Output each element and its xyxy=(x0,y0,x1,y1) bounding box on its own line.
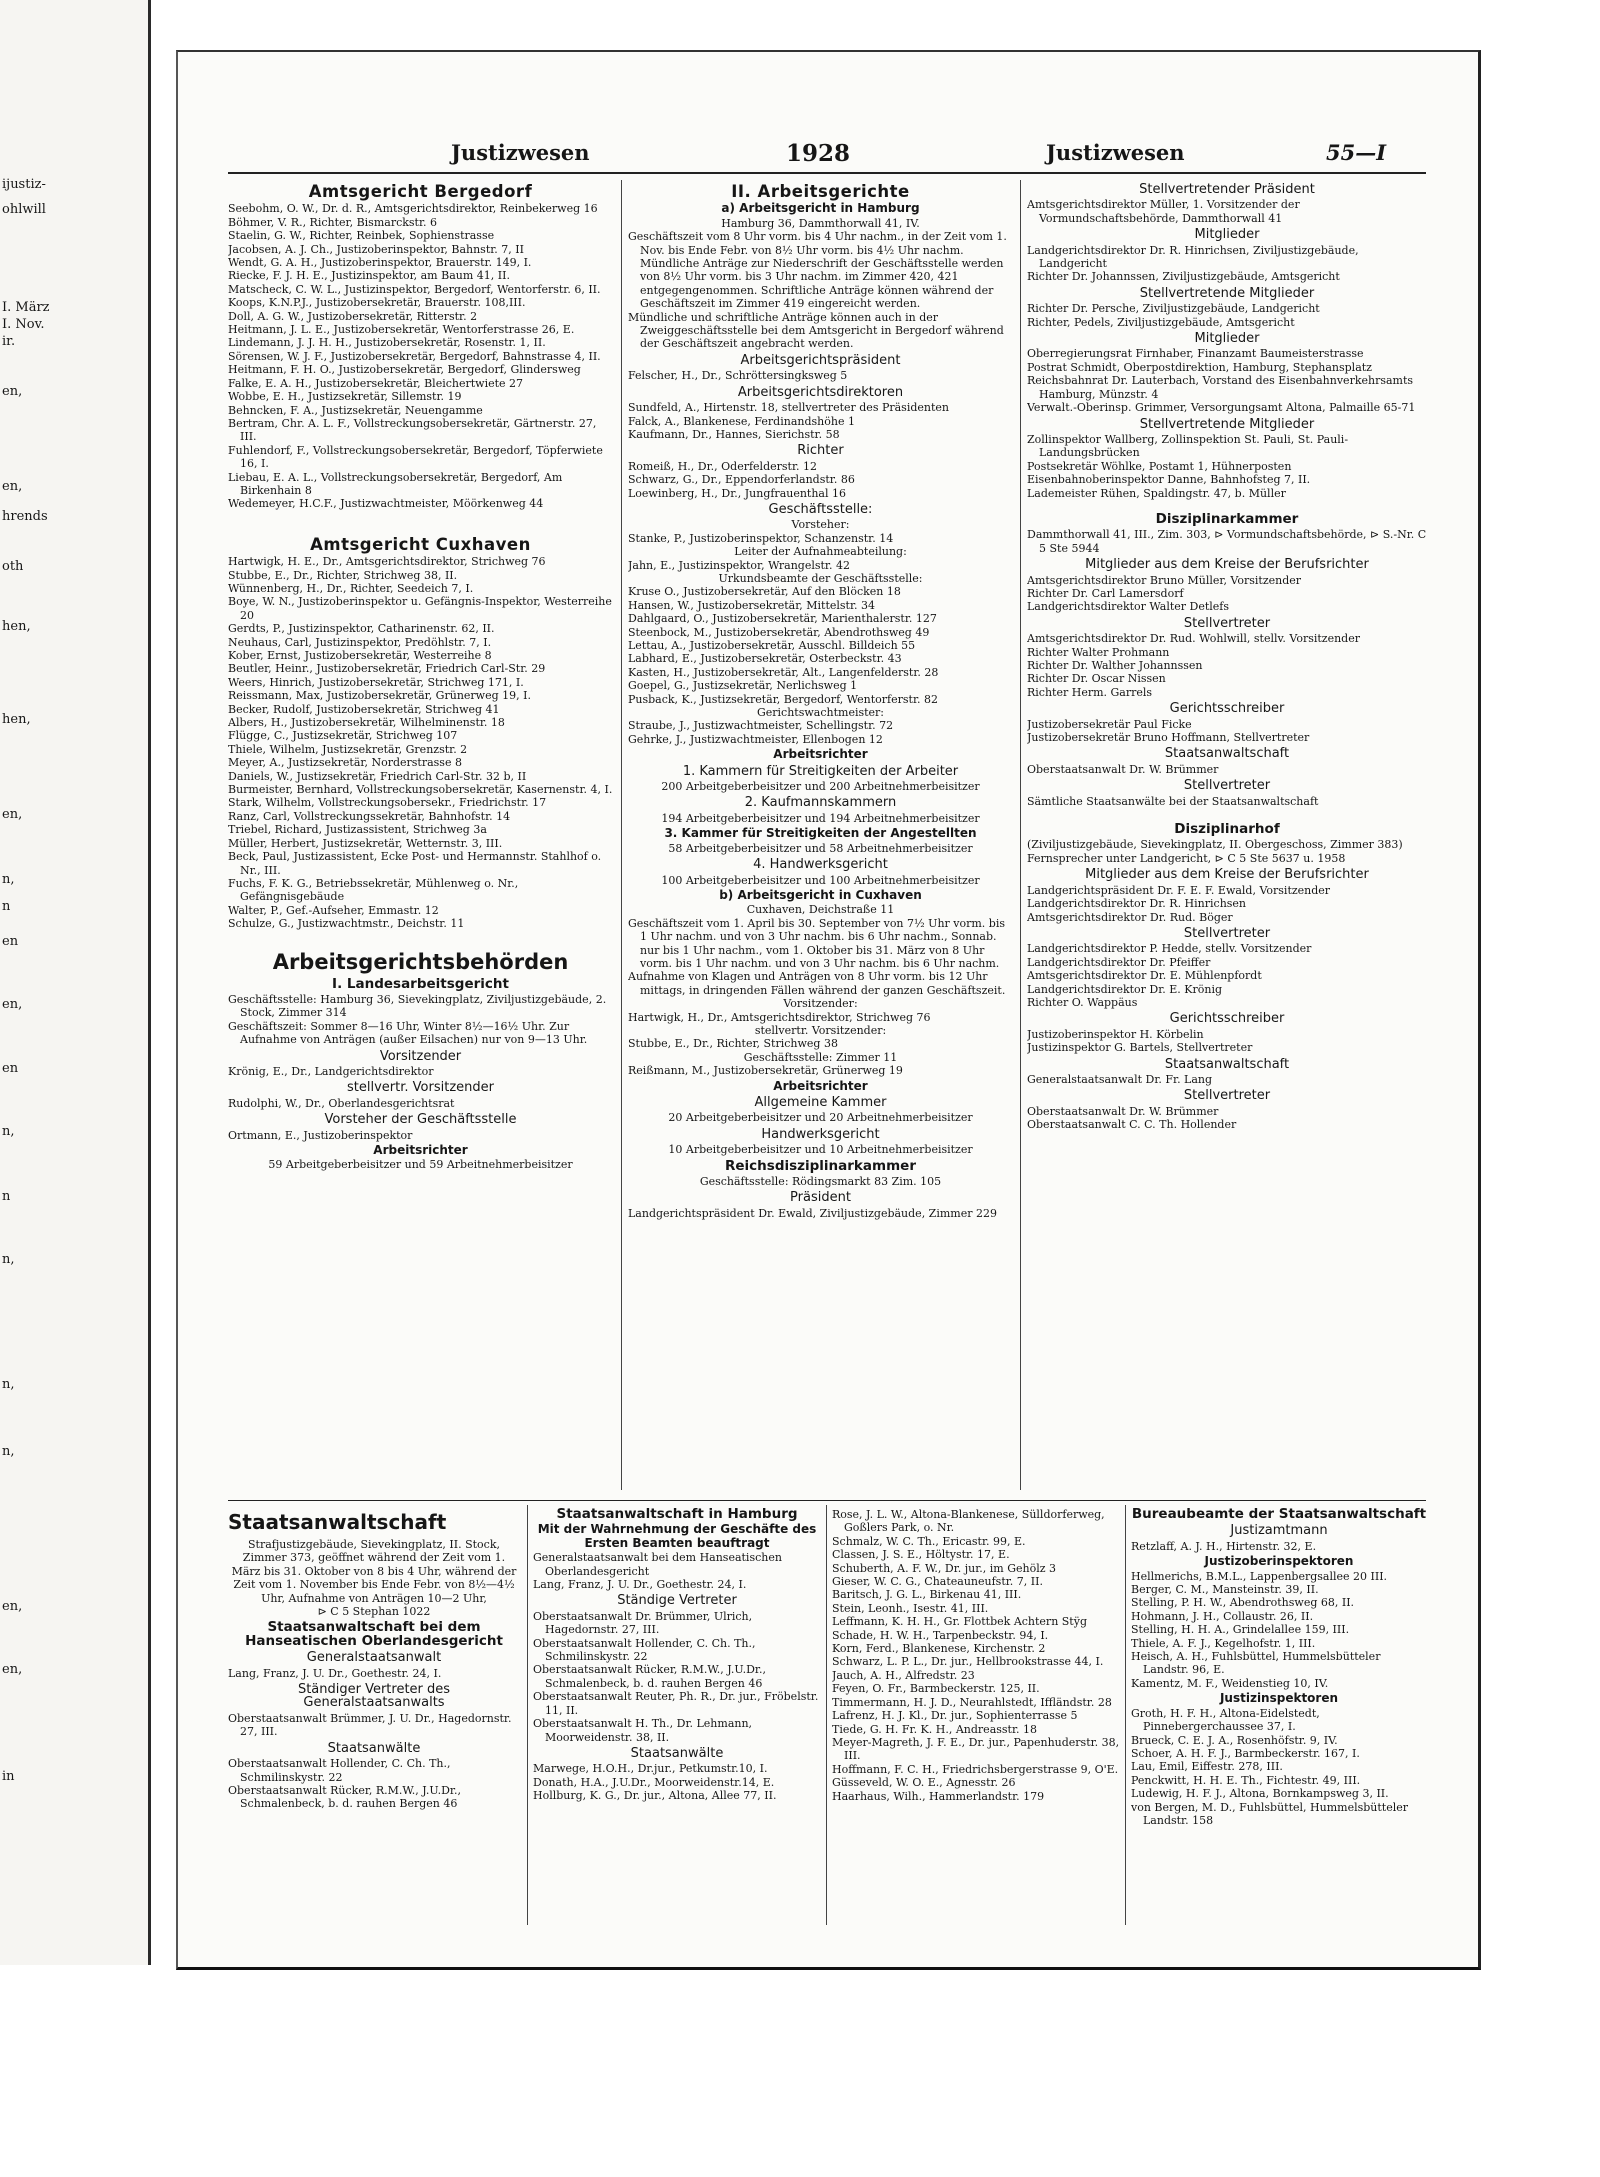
list-item: Postsekretär Wöhlke, Postamt 1, Hühnerposten xyxy=(1027,459,1292,473)
subsection-title: Staatsanwaltschaft xyxy=(1164,1056,1290,1072)
list-item: Neuhaus, Carl, Justizinspektor, Predöhlstr. 7, I. xyxy=(228,635,492,649)
list-item: Jacobsen, A. J. Ch., Justizoberinspektor, Bahnstr. 7, II xyxy=(228,242,524,256)
list-item: 59 Arbeitgeberbeisitzer und 59 Arbeitnehmerbeisitzer xyxy=(268,1158,573,1172)
section-title: Disziplinarkammer xyxy=(1155,510,1299,527)
list-item: Richter Dr. Carl Lamersdorf xyxy=(1027,586,1184,600)
list-item: Landgerichtsdirektor Walter Detlefs xyxy=(1027,600,1230,614)
subsection-title: Richter xyxy=(797,443,844,459)
label: Gerichtswachtmeister: xyxy=(756,706,885,720)
list-item: Oberstaatsanwalt Hollender, C. Ch. Th., Schmilinskystr. 22 xyxy=(228,1757,451,1784)
subsection-title: Handwerksgericht xyxy=(761,1126,880,1142)
list-item: Müller, Herbert, Justizsekretär, Wetternstr. 3, III. xyxy=(228,836,503,850)
address: Cuxhaven, Deichstraße 11 xyxy=(746,903,895,917)
list-item: Lafrenz, H. J. Kl., Dr. jur., Sophienterrasse 5 xyxy=(832,1709,1078,1723)
list-item: Oberstaatsanwalt C. C. Th. Hollender xyxy=(1027,1118,1237,1132)
major-section-title: Arbeitsgerichtsbehörden xyxy=(272,949,569,974)
list-item: Ortmann, E., Justizoberinspektor xyxy=(228,1128,413,1142)
list-item: Felscher, H., Dr., Schröttersingksweg 5 xyxy=(628,369,848,383)
list-item: Amtsgerichtsdirektor Dr. E. Mühlenpfordt xyxy=(1027,969,1262,983)
list-item: Flügge, C., Justizsekretär, Strichweg 107 xyxy=(228,729,458,743)
edge-fragment: en, xyxy=(2,1599,23,1614)
list-item: Hartwigk, H. E., Dr., Amtsgerichtsdirektor, Strichweg 76 xyxy=(228,555,546,569)
column-right xyxy=(1027,180,1427,1480)
list-item: Hansen, W., Justizobersekretär, Mittelstr. 34 xyxy=(628,598,876,612)
subsection-title: Mitglieder aus dem Kreise der Berufsrichter xyxy=(1085,867,1369,883)
list-item: Riecke, F. J. H. E., Justizinspektor, am Baum 41, II. xyxy=(228,269,510,283)
column-divider xyxy=(527,1505,528,1925)
subsection-title: Justizoberinspektoren xyxy=(1204,1554,1354,1569)
subsection-title: Arbeitsrichter xyxy=(773,1078,868,1093)
list-item: Rudolphi, W., Dr., Oberlandesgerichtsrat xyxy=(228,1096,455,1110)
list-item: Kasten, H., Justizobersekretär, Alt., Langenfelderstr. 28 xyxy=(628,665,939,679)
list-item: Generalstaatsanwalt Dr. Fr. Lang xyxy=(1027,1072,1213,1086)
list-item: Leffmann, K. H. H., Gr. Flottbek Achtern Stÿg xyxy=(832,1615,1087,1629)
list-item: 20 Arbeitgeberbeisitzer und 20 Arbeitnehmerbeisitzer xyxy=(668,1111,973,1125)
header-left-title: Justizwesen xyxy=(451,140,590,165)
list-item: Amtsgerichtsdirektor Müller, 1. Vorsitzender der Vormundschaftsbehörde, Dammthorwall 41 xyxy=(1027,198,1300,225)
list-item: Kaufmann, Dr., Hannes, Sierichstr. 58 xyxy=(628,427,840,441)
subsection-title: Stellvertreter xyxy=(1183,1088,1271,1104)
list-item: Landgerichtsdirektor Dr. R. Hinrichsen xyxy=(1027,897,1247,911)
list-item: Dahlgaard, O., Justizobersekretär, Marienthalerstr. 127 xyxy=(628,612,937,626)
list-item: Richter, Pedels, Ziviljustizgebäude, Amtsgericht xyxy=(1027,315,1295,329)
list-item: Stelling, H. H. A., Grindelallee 159, III. xyxy=(1131,1623,1350,1637)
edge-fragment: n, xyxy=(2,1124,15,1139)
subsection-title: Mitglieder xyxy=(1194,227,1260,243)
list-item: Postrat Schmidt, Oberpostdirektion, Hamburg, Stephansplatz xyxy=(1027,360,1372,374)
edge-fragment: en, xyxy=(2,1662,23,1677)
list-item: Landgerichtsdirektor Dr. Pfeiffer xyxy=(1027,955,1211,969)
list-item: Loewinberg, H., Dr., Jungfrauenthal 16 xyxy=(628,486,847,500)
subsection-title: Ständiger Vertreter des Generalstaatsanwalts xyxy=(297,1682,451,1711)
edge-fragment: n, xyxy=(2,1444,15,1459)
list-item: Goepel, G., Justizsekretär, Nerlichsweg 1 xyxy=(628,679,858,693)
list-item: Landgerichtsdirektor P. Hedde, stellv. Vorsitzender xyxy=(1027,942,1312,956)
list-item: Stubbe, E., Dr., Richter, Strichweg 38, II. xyxy=(228,568,458,582)
list-item: Oberstaatsanwalt Dr. W. Brümmer xyxy=(1027,1104,1219,1118)
address: Hamburg 36, Dammthorwall 41, IV. xyxy=(721,216,920,230)
list-item: Behncken, F. A., Justizsekretär, Neuengamme xyxy=(228,403,483,417)
subsection-title: Arbeitsgerichtspräsident xyxy=(740,352,901,368)
edge-fragment: I. Nov. xyxy=(2,317,45,332)
edge-fragment: en, xyxy=(2,384,23,399)
list-item: Stark, Wilhelm, Vollstreckungsobersekr., Friedrichstr. 17 xyxy=(228,796,547,810)
list-item: Doll, A. G. W., Justizobersekretär, Ritterstr. 2 xyxy=(228,309,478,323)
list-item: Generalstaatsanwalt bei dem Hanseatischen Oberlandesgericht xyxy=(533,1551,782,1578)
list-item: Heitmann, J. L. E., Justizobersekretär, Wentorferstrasse 26, E. xyxy=(228,323,575,337)
edge-fragment: ohlwill xyxy=(2,202,46,217)
list-item: Reissmann, Max, Justizobersekretär, Grünerweg 19, I. xyxy=(228,689,531,703)
list-item: Walter, P., Gef.-Aufseher, Emmastr. 12 xyxy=(228,903,439,917)
list-item: Meyer, A., Justizsekretär, Norderstrasse 8 xyxy=(228,756,462,770)
bottom-column-1 xyxy=(228,1505,520,1925)
edge-fragment: hrends xyxy=(2,509,48,524)
list-item: Donath, H.A., J.U.Dr., Moorweidenstr.14, E. xyxy=(533,1775,775,1789)
section-title: Amtsgericht Bergedorf xyxy=(308,182,533,201)
list-item: Wendt, G. A. H., Justizoberinspektor, Brauerstr. 149, I. xyxy=(228,256,532,270)
list-item: Zollinspektor Wallberg, Zollinspektion St. Pauli, St. Pauli-Landungsbrücken xyxy=(1027,432,1349,460)
edge-fragment: n, xyxy=(2,872,15,887)
header-year: 1928 xyxy=(786,140,851,167)
list-item: Oberregierungsrat Firnhaber, Finanzamt Baumeisterstrasse xyxy=(1027,347,1364,361)
list-item: Schoer, A. H. F. J., Barmbeckerstr. 167, I. xyxy=(1131,1746,1360,1760)
subsection-title: Geschäftsstelle: xyxy=(768,501,873,517)
list-item: Berger, C. M., Mansteinstr. 39, II. xyxy=(1131,1583,1319,1597)
edge-fragment: in xyxy=(2,1769,15,1784)
list-item: Lademeister Rühen, Spaldingstr. 47, b. Müller xyxy=(1027,486,1286,500)
list-item: Oberstaatsanwalt Rücker, R.M.W., J.U.Dr., Schmalenbeck, b. d. rauhen Bergen 46 xyxy=(533,1663,766,1690)
note: Aufnahme von Klagen und Anträgen von 8 Uhr vorm. bis 12 Uhr mittags, in dringenden Fällen während der ganzen Geschäftszeit. xyxy=(628,970,1006,997)
list-item: Korn, Ferd., Blankenese, Kirchenstr. 2 xyxy=(832,1642,1046,1656)
list-item: Fuchs, F. K. G., Betriebssekretär, Mühlenweg o. Nr., Gefängnisgebäude xyxy=(228,876,519,904)
list-item: Straube, J., Justizwachtmeister, Schellingstr. 72 xyxy=(628,719,894,733)
subsection-title: Stellvertretender Präsident xyxy=(1139,182,1315,197)
list-item: 194 Arbeitgeberbeisitzer und 194 Arbeitnehmerbeisitzer xyxy=(661,811,980,825)
list-item: Oberstaatsanwalt Reuter, Ph. R., Dr. jur., Fröbelstr. 11, II. xyxy=(533,1690,819,1717)
subsection-title: Staatsanwälte xyxy=(327,1740,421,1756)
subsection-title: Allgemeine Kammer xyxy=(754,1095,887,1110)
subsection-title: 4. Handwerksgericht xyxy=(753,857,888,873)
subsection-title: Gerichtsschreiber xyxy=(1169,701,1285,717)
list-item: Penckwitt, H. H. E. Th., Fichtestr. 49, III. xyxy=(1131,1773,1361,1787)
subsection-title: Stellvertreter xyxy=(1183,925,1271,941)
label: stellvertr. Vorsitzender: xyxy=(754,1023,887,1037)
label: Geschäftsstelle: Zimmer 11 xyxy=(743,1050,898,1064)
subsection-title: Ständige Vertreter xyxy=(617,1593,737,1609)
column-divider xyxy=(826,1505,827,1925)
list-item: Landgerichtsdirektor Dr. R. Hinrichsen, Ziviljustizgebäude, Landgericht xyxy=(1027,243,1359,271)
column-divider xyxy=(621,180,622,1490)
list-item: Fuhlendorf, F., Vollstreckungsobersekretär, Bergedorf, Töpferwiete 16, I. xyxy=(228,443,603,471)
note: Mündliche und schriftliche Anträge können auch in der Zweiggeschäftsstelle bei dem Amtsgericht in Bergedorf während der Geschäftszeit angebracht werden. xyxy=(628,310,1004,351)
office-hours: Geschäftszeit vom 1. April bis 30. September von 7½ Uhr vorm. bis 1 Uhr nachm. und von 3 Uhr nachm. bis 6 Uhr nachm., Sonnab. nur bis 1 Uhr nachm., vom 1. Oktober bis 31. März von 8 Uhr vorm. bis 1 Uhr nachm. und von 3 Uhr nachm. bis 6 Uhr nachm. xyxy=(628,916,1006,970)
list-item: Sörensen, W. J. F., Justizobersekretär, Bergedorf, Bahnstrasse 4, II. xyxy=(228,349,601,363)
office-hours: Geschäftszeit: Sommer 8—16 Uhr, Winter 8½—16½ Uhr. Zur Aufnahme von Anträgen (außer Eilsachen) nur von 9—13 Uhr. xyxy=(228,1019,588,1047)
list-item: Lindemann, J. J. H. H., Justizobersekretär, Rosenstr. 1, II. xyxy=(228,336,546,350)
section-title: Staatsanwaltschaft bei dem Hanseatischen Oberlandesgericht xyxy=(245,1619,503,1649)
list-item: Jauch, A. H., Alfredstr. 23 xyxy=(832,1668,975,1682)
phone: Fernsprecher unter Landgericht, ⊳ C 5 Ste 5637 u. 1958 xyxy=(1027,851,1346,865)
list-item: Oberstaatsanwalt H. Th., Dr. Lehmann, Moorweidenstr. 38, II. xyxy=(533,1717,753,1744)
list-item: Justizinspektor G. Bartels, Stellvertreter xyxy=(1027,1041,1253,1055)
list-item: Labhard, E., Justizobersekretär, Osterbeckstr. 43 xyxy=(628,652,902,666)
edge-fragment: en, xyxy=(2,997,23,1012)
column-divider xyxy=(1020,180,1021,1490)
list-item: Güsseveld, W. O. E., Agnesstr. 26 xyxy=(832,1776,1016,1790)
list-item: Stanke, P., Justizoberinspektor, Schanzenstr. 14 xyxy=(628,531,894,545)
list-item: Gehrke, J., Justizwachtmeister, Ellenbogen 12 xyxy=(628,732,883,746)
major-section-title: Staatsanwaltschaft xyxy=(228,1510,447,1534)
list-item: Weers, Hinrich, Justizobersekretär, Strichweg 171, I. xyxy=(228,675,524,689)
list-item: Baritsch, J. G. L., Birkenau 41, III. xyxy=(832,1588,1022,1602)
list-item: Stubbe, E., Dr., Richter, Strichweg 38 xyxy=(628,1037,838,1051)
list-item: Lang, Franz, J. U. Dr., Goethestr. 24, I. xyxy=(228,1666,442,1680)
list-item: Boye, W. N., Justizoberinspektor u. Gefängnis-Inspektor, Westerreihe 20 xyxy=(228,595,612,622)
list-item: Pusback, K., Justizsekretär, Bergedorf, Wentorferstr. 82 xyxy=(628,692,938,706)
subsection-title: Gerichtsschreiber xyxy=(1169,1011,1285,1027)
list-item: Schuberth, A. F. W., Dr. jur., im Gehölz 3 xyxy=(832,1561,1057,1575)
subsection-title: Justizinspektoren xyxy=(1219,1691,1339,1706)
list-item: Kruse O., Justizobersekretär, Auf den Blöcken 18 xyxy=(628,585,901,599)
subsection-title: Stellvertretende Mitglieder xyxy=(1139,285,1315,301)
list-item: Steenbock, M., Justizobersekretär, Abendrothsweg 49 xyxy=(628,625,930,639)
label: Leiter der Aufnahmeabteilung: xyxy=(734,545,907,559)
list-item: Justizoberinspektor H. Körbelin xyxy=(1027,1027,1204,1041)
list-item: Reichsbahnrat Dr. Lauterbach, Vorstand des Eisenbahnverkehrsamts Hamburg, Münzstr. 4 xyxy=(1027,374,1414,401)
list-item: Oberstaatsanwalt Brümmer, J. U. Dr., Hagedornstr. 27, III. xyxy=(228,1711,512,1739)
subsection-title: Staatsanwaltschaft xyxy=(1164,746,1290,762)
subsection-title: Generalstaatsanwalt xyxy=(306,1650,442,1666)
list-item: Hoffmann, F. C. H., Friedrichsbergerstrasse 9, O'E. xyxy=(832,1762,1119,1776)
section-title: I. Landesarbeitsgericht xyxy=(332,975,509,992)
phone: ⊳ C 5 Stephan 1022 xyxy=(317,1605,431,1619)
list-item: Oberstaatsanwalt Rücker, R.M.W., J.U.Dr., Schmalenbeck, b. d. rauhen Bergen 46 xyxy=(228,1783,461,1811)
edge-fragment: en, xyxy=(2,479,23,494)
bottom-column-4 xyxy=(1131,1505,1427,1925)
subsection-title: b) Arbeitsgericht in Cuxhaven xyxy=(719,887,922,902)
address: Dammthorwall 41, III., Zim. 303, ⊳ Vormundschaftsbehörde, ⊳ S.-Nr. C 5 Ste 5944 xyxy=(1027,528,1427,555)
list-item: Brueck, C. E. J. A., Rosenhöfstr. 9, IV. xyxy=(1131,1733,1338,1747)
list-item: Falke, E. A. H., Justizobersekretär, Bleichertwiete 27 xyxy=(228,376,524,390)
list-item: Feyen, O. Fr., Barmbeckerstr. 125, II. xyxy=(832,1682,1040,1696)
address: (Ziviljustizgebäude, Sievekingplatz, II. Obergeschoss, Zimmer 383) xyxy=(1027,838,1403,852)
edge-fragment: en xyxy=(2,1061,19,1076)
list-item: Ranz, Carl, Vollstreckungssekretär, Bahnhofstr. 14 xyxy=(228,809,511,823)
list-item: Lau, Emil, Eiffestr. 278, III. xyxy=(1131,1760,1283,1774)
list-item: von Bergen, M. D., Fuhlsbüttel, Hummelsbütteler Landstr. 158 xyxy=(1131,1800,1408,1827)
list-item: Liebau, E. A. L., Vollstreckungsobersekretär, Bergedorf, Am Birkenhain 8 xyxy=(228,470,563,497)
list-item: Staelin, G. W., Richter, Reinbek, Sophienstrasse xyxy=(228,229,495,243)
list-item: Oberstaatsanwalt Dr. Brümmer, Ulrich, Hagedornstr. 27, III. xyxy=(533,1609,753,1637)
subsection-title: Arbeitsgerichtsdirektoren xyxy=(737,384,904,400)
list-item: Heitmann, F. H. O., Justizobersekretär, Bergedorf, Glindersweg xyxy=(228,363,581,377)
list-item: Hellmerichs, B.M.L., Lappenbergsallee 20 III. xyxy=(1131,1569,1388,1583)
office-info: Strafjustizgebäude, Sievekingplatz, II. Stock, Zimmer 373, geöffnet während der Zeit vom 1. März bis 31. Oktober von 8 bis 4 Uhr, während der Zeit vom 1. November bis Ende Febr. von 8½—4½ Uhr, Aufnahme von Anträgen 10—2 Uhr, xyxy=(231,1538,517,1605)
subsection-title: Arbeitsrichter xyxy=(773,747,868,762)
list-item: Meyer-Magreth, J. F. E., Dr. jur., Papenhuderstr. 38, III. xyxy=(832,1735,1120,1763)
subsection-title: Mitglieder aus dem Kreise der Berufsrichter xyxy=(1085,557,1369,573)
section-title: Bureaubeamte der Staatsanwaltschaft xyxy=(1131,1506,1427,1522)
list-item: Landgerichtspräsident Dr. F. E. F. Ewald, Vorsitzender xyxy=(1027,883,1331,897)
list-item: Stein, Leonh., Isestr. 41, III. xyxy=(832,1601,989,1615)
bottom-rule xyxy=(228,1500,1426,1501)
list-item: Jahn, E., Justizinspektor, Wrangelstr. 42 xyxy=(628,558,850,572)
list-item: Kamentz, M. F., Weidenstieg 10, IV. xyxy=(1131,1676,1329,1690)
list-item: Seebohm, O. W., Dr. d. R., Amtsgerichtsdirektor, Reinbekerweg 16 xyxy=(228,202,598,216)
list-item: Richter Walter Prohmann xyxy=(1027,645,1170,659)
list-item: Oberstaatsanwalt Hollender, C. Ch. Th., Schmilinskystr. 22 xyxy=(533,1636,756,1664)
list-item: Haarhaus, Wilh., Hammerlandstr. 179 xyxy=(832,1789,1045,1803)
bottom-column-3 xyxy=(832,1508,1120,1925)
label: Urkundsbeamte der Geschäftsstelle: xyxy=(718,571,923,585)
edge-fragment: hen, xyxy=(2,619,31,634)
list-item: Romeiß, H., Dr., Oderfelderstr. 12 xyxy=(628,459,817,473)
office-hours: Geschäftszeit vom 8 Uhr vorm. bis 4 Uhr nachm., in der Zeit vom 1. Nov. bis Ende Febr. von 8½ Uhr vorm. bis 4½ Uhr nachm. Mündliche Anträge zur Niederschrift der Geschäftsstelle werden von 8½ Uhr vorm. bis 3 Uhr nachm. im Zimmer 420, 421 entgegengenommen. Schriftliche Anträge können während der Geschäftszeit im Zimmer 419 eingereicht werden. xyxy=(628,230,1007,311)
subsection-title: Mit der Wahrnehmung der Geschäfte des Ersten Beamten beauftragt xyxy=(537,1522,817,1550)
subsection-title: a) Arbeitsgericht in Hamburg xyxy=(721,201,920,216)
list-item: Heisch, A. H., Fuhlsbüttel, Hummelsbütteler Landstr. 96, E. xyxy=(1131,1650,1381,1677)
list-item: Rose, J. L. W., Altona-Blankenese, Sülldorferweg, Goßlers Park, o. Nr. xyxy=(832,1508,1105,1535)
list-item: Richter O. Wappäus xyxy=(1027,995,1138,1009)
list-item: Matscheck, C. W. L., Justizinspektor, Bergedorf, Wentorferstr. 6, II. xyxy=(228,282,601,296)
office-info: Geschäftsstelle: Rödingsmarkt 83 Zim. 105 xyxy=(699,1175,942,1189)
edge-fragment: en xyxy=(2,934,19,949)
adjacent-page-edge xyxy=(0,0,151,1965)
list-item: Beck, Paul, Justizassistent, Ecke Post- und Hermannstr. Stahlhof o. Nr., III. xyxy=(228,850,602,877)
list-item: Wünnenberg, H., Dr., Richter, Seedeich 7, I. xyxy=(228,581,474,595)
list-item: Wedemeyer, H.C.F., Justizwachtmeister, Möörkenweg 44 xyxy=(228,497,544,511)
list-item: Hartwigk, H., Dr., Amtsgerichtsdirektor, Strichweg 76 xyxy=(628,1010,931,1024)
list-item: Schwarz, L. P. L., Dr. jur., Hellbrookstrasse 44, I. xyxy=(832,1655,1104,1669)
section-title: II. Arbeitsgerichte xyxy=(731,182,910,201)
subsection-title: Vorsitzender xyxy=(379,1048,462,1064)
list-item: Thiele, A. F. J., Kegelhofstr. 1, III. xyxy=(1131,1636,1316,1650)
subsection-title: Stellvertretende Mitglieder xyxy=(1139,416,1315,432)
list-item: Hohmann, J. H., Collaustr. 26, II. xyxy=(1131,1609,1314,1623)
list-item: Retzlaff, A. J. H., Hirtenstr. 32, E. xyxy=(1131,1539,1317,1553)
subsection-title: 1. Kammern für Streitigkeiten der Arbeiter xyxy=(682,763,959,779)
list-item: Amtsgerichtsdirektor Dr. Rud. Böger xyxy=(1027,910,1233,924)
edge-fragment: n, xyxy=(2,1377,15,1392)
edge-fragment: n, xyxy=(2,1252,15,1267)
list-item: Becker, Rudolf, Justizobersekretär, Strichweg 41 xyxy=(228,702,500,716)
subsection-title: Präsident xyxy=(790,1190,851,1206)
list-item: Sämtliche Staatsanwälte bei der Staatsanwaltschaft xyxy=(1027,794,1319,808)
list-item: Classen, J. S. E., Höltystr. 17, E. xyxy=(832,1548,1010,1562)
subsection-title: Stellvertreter xyxy=(1183,615,1271,631)
list-item: Böhmer, V. R., Richter, Bismarckstr. 6 xyxy=(228,215,438,229)
list-item: Marwege, H.O.H., Dr.jur., Petkumstr.10, I. xyxy=(533,1762,768,1776)
list-item: Schmalz, W. C. Th., Ericastr. 99, E. xyxy=(832,1534,1026,1548)
list-item: Amtsgerichtsdirektor Dr. Rud. Wohlwill, stellv. Vorsitzender xyxy=(1027,632,1360,646)
list-item: Tiede, G. H. Fr. K. H., Andreasstr. 18 xyxy=(832,1722,1037,1736)
page-number: 55—I xyxy=(1326,140,1387,165)
edge-fragment: en, xyxy=(2,807,23,822)
edge-fragment: I. März xyxy=(2,300,50,315)
section-title: Reichsdisziplinarkammer xyxy=(725,1157,916,1174)
list-item: Koops, K.N.P.J., Justizobersekretär, Brauerstr. 108,III. xyxy=(228,296,526,310)
subsection-title: 3. Kammer für Streitigkeiten der Angestellten xyxy=(664,826,977,841)
list-item: Justizobersekretär Paul Ficke xyxy=(1027,717,1192,731)
subsection-title: Stellvertreter xyxy=(1183,778,1271,794)
list-item: 100 Arbeitgeberbeisitzer und 100 Arbeitnehmerbeisitzer xyxy=(661,873,980,887)
list-item: Schwarz, G., Dr., Eppendorferlandstr. 86 xyxy=(628,473,855,487)
header-rule xyxy=(228,172,1426,174)
list-item: Burmeister, Bernhard, Vollstreckungsobersekretär, Kasernenstr. 4, I. xyxy=(228,783,613,797)
list-item: Ludewig, H. F. J., Altona, Bornkampsweg 3, II. xyxy=(1131,1787,1389,1801)
edge-fragment: ir. xyxy=(2,334,16,349)
subsection-title: Vorsteher der Geschäftsstelle xyxy=(324,1112,517,1128)
list-item: Falck, A., Blankenese, Ferdinandshöhe 1 xyxy=(628,414,855,428)
list-item: Eisenbahnoberinspektor Danne, Bahnhofsteg 7, II. xyxy=(1027,473,1311,487)
list-item: Stelling, P. H. W., Abendrothsweg 68, II. xyxy=(1131,1596,1355,1610)
list-item: Albers, H., Justizobersekretär, Wilhelminenstr. 18 xyxy=(228,716,505,730)
list-item: Thiele, Wilhelm, Justizsekretär, Grenzstr. 2 xyxy=(228,742,468,756)
subsection-title: Arbeitsrichter xyxy=(373,1143,468,1157)
list-item: Verwalt.-Oberinsp. Grimmer, Versorgungsamt Altona, Palmaille 65-71 xyxy=(1027,401,1416,415)
list-item: Landgerichtspräsident Dr. Ewald, Ziviljustizgebäude, Zimmer 229 xyxy=(628,1206,997,1220)
list-item: Daniels, W., Justizsekretär, Friedrich Carl-Str. 32 b, II xyxy=(228,769,527,783)
office-info: Geschäftsstelle: Hamburg 36, Sievekingplatz, Ziviljustizgebäude, 2. Stock, Zimmer 314 xyxy=(228,992,607,1020)
section-title: Disziplinarhof xyxy=(1174,821,1280,838)
list-item: Gieser, W. C. G., Chateauneufstr. 7, II. xyxy=(832,1575,1043,1589)
edge-fragment: oth xyxy=(2,559,24,574)
column-divider xyxy=(1125,1505,1126,1925)
list-item: Beutler, Heinr., Justizobersekretär, Friedrich Carl-Str. 29 xyxy=(228,662,546,676)
list-item: Amtsgerichtsdirektor Bruno Müller, Vorsitzender xyxy=(1027,573,1302,587)
header-right-title: Justizwesen xyxy=(1046,140,1185,165)
section-title: Amtsgericht Cuxhaven xyxy=(310,534,531,554)
list-item: Richter Dr. Johannssen, Ziviljustizgebäude, Amtsgericht xyxy=(1027,270,1340,284)
list-item: Landgerichtsdirektor Dr. E. Krönig xyxy=(1027,982,1223,996)
label: Vorsteher: xyxy=(791,518,850,532)
list-item: Lettau, A., Justizobersekretär, Ausschl. Billdeich 55 xyxy=(628,639,916,652)
list-item: Schade, H. W. H., Tarpenbeckstr. 94, I. xyxy=(832,1628,1049,1642)
list-item: Richter Dr. Persche, Ziviljustizgebäude, Landgericht xyxy=(1027,302,1320,316)
list-item: Sundfeld, A., Hirtenstr. 18, stellvertreter des Präsidenten xyxy=(628,401,949,415)
edge-fragment: n xyxy=(2,1189,11,1204)
page-header xyxy=(176,140,1476,172)
list-item: Bertram, Chr. A. L. F., Vollstreckungsobersekretär, Gärtnerstr. 27, III. xyxy=(228,416,597,444)
list-item: Groth, H. F. H., Altona-Eidelstedt, Pinnebergerchaussee 37, I. xyxy=(1131,1706,1320,1734)
list-item: Richter Dr. Oscar Nissen xyxy=(1027,672,1166,686)
list-item: 200 Arbeitgeberbeisitzer und 200 Arbeitnehmerbeisitzer xyxy=(661,780,980,794)
section-title: Staatsanwaltschaft in Hamburg xyxy=(556,1506,798,1522)
list-item: Hollburg, K. G., Dr. jur., Altona, Allee 77, II. xyxy=(533,1789,777,1803)
edge-fragment: ijustiz- xyxy=(2,177,46,192)
edge-fragment: n xyxy=(2,899,11,914)
list-item: Oberstaatsanwalt Dr. W. Brümmer xyxy=(1027,762,1219,776)
list-item: Wobbe, E. H., Justizsekretär, Sillemstr. 19 xyxy=(228,390,462,404)
bottom-column-2 xyxy=(533,1505,821,1925)
list-item: Kober, Ernst, Justizobersekretär, Westerreihe 8 xyxy=(228,649,492,662)
subsection-title: Staatsanwälte xyxy=(630,1745,724,1761)
list-item: 10 Arbeitgeberbeisitzer und 10 Arbeitnehmerbeisitzer xyxy=(668,1143,973,1157)
list-item: Schulze, G., Justizwachtmstr., Deichstr. 11 xyxy=(228,917,465,931)
subsection-title: Mitglieder xyxy=(1194,331,1260,347)
label: Vorsitzender: xyxy=(783,997,858,1011)
list-item: Lang, Franz, J. U. Dr., Goethestr. 24, I. xyxy=(533,1578,747,1592)
column-left xyxy=(228,180,613,1480)
list-item: 58 Arbeitgeberbeisitzer und 58 Arbeitnehmerbeisitzer xyxy=(668,841,973,855)
list-item: Triebel, Richard, Justizassistent, Strichweg 3a xyxy=(228,823,487,837)
list-item: Reißmann, M., Justizobersekretär, Grünerweg 19 xyxy=(628,1064,903,1078)
edge-fragment: hen, xyxy=(2,712,31,727)
column-middle xyxy=(628,180,1013,1480)
subsection-title: stellvertr. Vorsitzender xyxy=(347,1080,494,1096)
list-item: Timmermann, H. J. D., Neurahlstedt, Iffländstr. 28 xyxy=(832,1695,1112,1709)
list-item: Gerdts, P., Justizinspektor, Catharinenstr. 62, II. xyxy=(228,622,495,636)
subsection-title: 2. Kaufmannskammern xyxy=(744,795,897,811)
subsection-title: Justizamtmann xyxy=(1230,1523,1328,1539)
list-item: Krönig, E., Dr., Landgerichtsdirektor xyxy=(228,1064,434,1078)
list-item: Justizobersekretär Bruno Hoffmann, Stellvertreter xyxy=(1027,731,1310,745)
list-item: Richter Herm. Garrels xyxy=(1027,685,1153,699)
list-item: Richter Dr. Walther Johannssen xyxy=(1027,659,1203,672)
